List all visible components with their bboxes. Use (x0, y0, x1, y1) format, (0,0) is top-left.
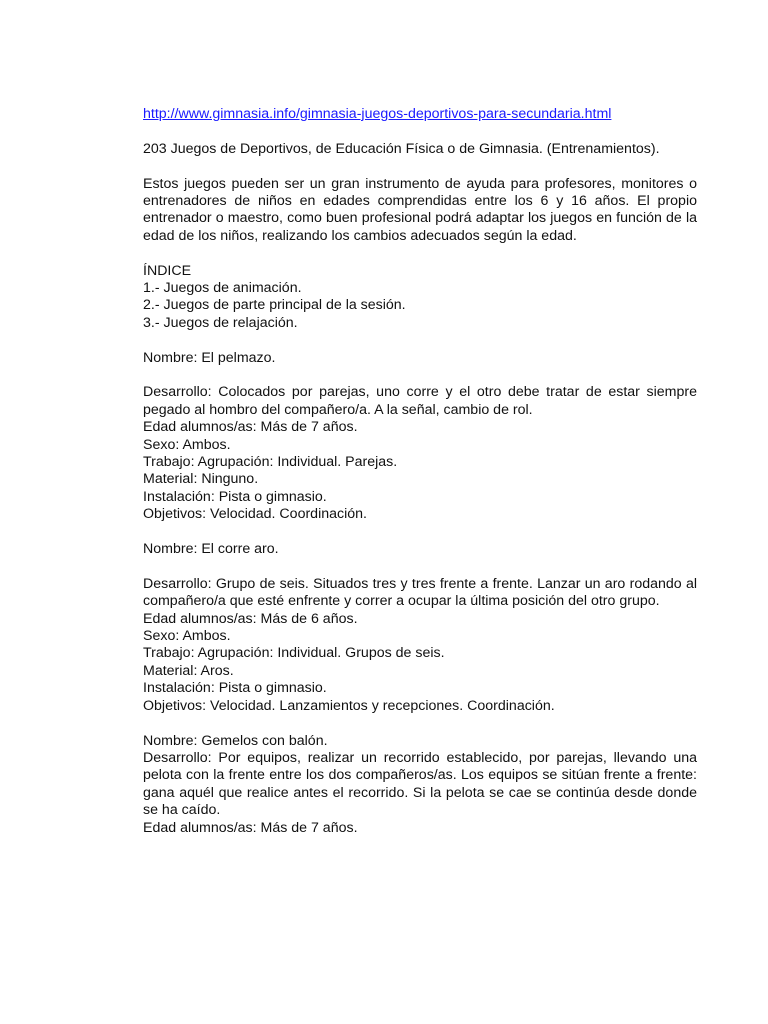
index-heading: ÍNDICE (143, 262, 192, 279)
game-edad: Edad alumnos/as: Más de 7 años. (143, 819, 358, 836)
game-instalacion: Instalación: Pista o gimnasio. (143, 488, 327, 505)
game-name: Nombre: El pelmazo. (143, 349, 276, 366)
game-objetivos: Objetivos: Velocidad. Lanzamientos y recepciones. Coordinación. (143, 697, 555, 714)
game-objetivos: Objetivos: Velocidad. Coordinación. (143, 506, 367, 523)
game-edad: Edad alumnos/as: Más de 7 años. (143, 419, 358, 436)
game-material: Material: Aros. (143, 662, 234, 679)
source-url-link[interactable]: http://www.gimnasia.info/gimnasia-juegos-deportivos-para-secundaria.html (143, 106, 612, 122)
game-sexo: Sexo: Ambos. (143, 436, 231, 453)
intro-paragraph: Estos juegos pueden ser un gran instrumento de ayuda para profesores, monitores o entrenadores de niños en edades comprendidas entre los 6 y 16 años. El propio entrenador o maestro, como buen profesional podrá adaptar los juegos en función de la edad de los niños, realizando los cambios adecuados según la edad. (143, 175, 697, 244)
game-edad: Edad alumnos/as: Más de 6 años. (143, 610, 358, 627)
game-desarrollo: Desarrollo: Grupo de seis. Situados tres y tres frente a frente. Lanzar un aro rodando al compañero/a que esté enfrente y correr a ocupar la última posición del otro grupo. (143, 575, 697, 610)
document-page (143, 106, 697, 837)
document-title: 203 Juegos de Deportivos, de Educación Física o de Gimnasia. (Entrenamientos). (143, 140, 660, 157)
game-trabajo: Trabajo: Agrupación: Individual. Grupos de seis. (143, 645, 445, 662)
index-item: 2.- Juegos de parte principal de la sesión. (143, 297, 406, 314)
game-name: Nombre: El corre aro. (143, 541, 279, 558)
game-desarrollo: Desarrollo: Por equipos, realizar un recorrido establecido, por parejas, llevando una pelota con la frente entre los dos compañeros/as. Los equipos se sitúan frente a frente: gana aquél que realice antes el recorrido. Si la pelota se cae se continúa desde donde se ha caído. (143, 749, 697, 819)
game-name: Nombre: Gemelos con balón. (143, 732, 328, 749)
game-trabajo: Trabajo: Agrupación: Individual. Parejas. (143, 454, 398, 471)
game-instalacion: Instalación: Pista o gimnasio. (143, 680, 327, 697)
index-item: 1.- Juegos de animación. (143, 280, 302, 297)
game-material: Material: Ninguno. (143, 471, 259, 488)
index-item: 3.- Juegos de relajación. (143, 314, 298, 331)
game-desarrollo: Desarrollo: Colocados por parejas, uno corre y el otro debe tratar de estar siempre pegado al hombro del compañero/a. A la señal, cambio de rol. (143, 384, 697, 418)
game-sexo: Sexo: Ambos. (143, 628, 231, 645)
